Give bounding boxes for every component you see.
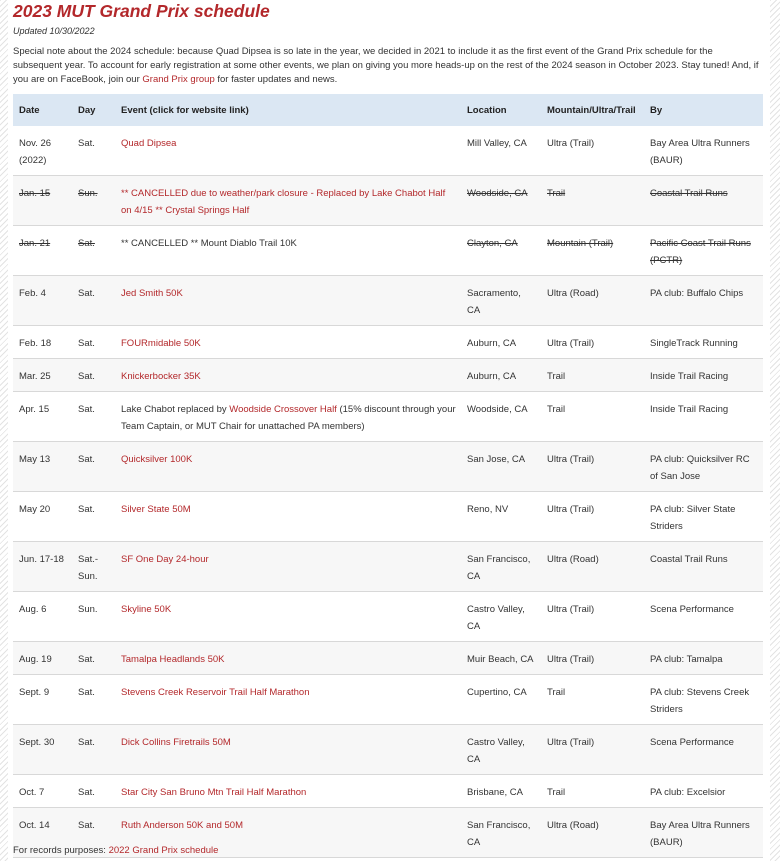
cell-event [115,392,461,442]
table-row [13,126,763,176]
cell-type: Mountain (Trail) [541,226,644,276]
event-link[interactable]: Ruth Anderson 50K and 50M [121,820,244,831]
cell-by: SingleTrack Running [644,326,763,359]
event-link[interactable]: FOURmidable 50K [121,338,201,349]
cell-by: Pacific Coast Trail Runs (PCTR) [644,226,763,276]
cell-by: Scena Performance [644,592,763,642]
cell-location: Woodside, CA [461,176,541,226]
cell-location: San Francisco, CA [461,808,541,858]
event-link[interactable]: Quad Dipsea [121,138,177,149]
grand-prix-group-link[interactable]: Grand Prix group [142,74,215,85]
cell-date: Nov. 26 (2022) [13,126,72,176]
cell-day: Sat. [72,392,115,442]
cell-by: Coastal Trail Runs [644,542,763,592]
cell-event [115,775,461,808]
table-header-row [13,94,763,126]
header-by: By [644,94,763,126]
cell-event [115,442,461,492]
page-title: 2023 MUT Grand Prix schedule [13,1,270,21]
footer [13,845,218,856]
cell-date: Feb. 18 [13,326,72,359]
cell-location: Woodside, CA [461,392,541,442]
event-link[interactable]: Quicksilver 100K [121,454,193,465]
cell-event [115,326,461,359]
footer-text: For records purposes: [13,845,109,856]
updated-date: Updated 10/30/2022 [13,26,95,36]
cell-event [115,542,461,592]
cell-by: PA club: Quicksilver RC of San Jose [644,442,763,492]
event-link[interactable]: ** CANCELLED due to weather/park closure - Replaced by Lake Chabot Half on 4/15 ** Crystal Springs Half [121,188,446,216]
cell-date: Jan. 15 [13,176,72,226]
cell-event [115,176,461,226]
cell-location: Auburn, CA [461,359,541,392]
cell-day: Sat. [72,775,115,808]
schedule-table [13,94,763,858]
event-link[interactable]: Silver State 50M [121,504,191,515]
table-row [13,492,763,542]
header-day: Day [72,94,115,126]
cell-date: Sept. 9 [13,675,72,725]
cell-type: Trail [541,359,644,392]
table-row [13,442,763,492]
cell-day: Sat. [72,226,115,276]
cell-date: Oct. 14 [13,808,72,858]
cell-location: Brisbane, CA [461,775,541,808]
event-link[interactable]: Stevens Creek Reservoir Trail Half Marathon [121,687,310,698]
header-type: Mountain/Ultra/Trail [541,94,644,126]
previous-schedule-link[interactable]: 2022 Grand Prix schedule [108,845,219,856]
cell-day: Sat. [72,725,115,775]
cell-day: Sat. [72,326,115,359]
event-link[interactable]: Dick Collins Firetrails 50M [121,737,231,748]
cell-day: Sat. [72,492,115,542]
cell-event: ** CANCELLED ** Mount Diablo Trail 10K [115,226,461,276]
table-row [13,176,763,226]
cell-location: Clayton, CA [461,226,541,276]
header-date: Date [13,94,72,126]
cell-type: Trail [541,392,644,442]
cell-location: San Jose, CA [461,442,541,492]
cell-location: Mill Valley, CA [461,126,541,176]
event-prefix: Lake Chabot replaced by [121,404,230,415]
left-border-pattern [0,0,8,861]
event-link[interactable]: Jed Smith 50K [121,288,183,299]
table-row [13,675,763,725]
cell-location: Reno, NV [461,492,541,542]
cell-location: Castro Valley, CA [461,592,541,642]
cell-by: PA club: Buffalo Chips [644,276,763,326]
cell-date: Oct. 7 [13,775,72,808]
cell-date: Sept. 30 [13,725,72,775]
header-event: Event (click for website link) [115,94,461,126]
cell-type: Trail [541,775,644,808]
cell-type: Ultra (Road) [541,542,644,592]
cell-day: Sat.-Sun. [72,542,115,592]
cell-by: PA club: Stevens Creek Striders [644,675,763,725]
cell-date: Apr. 15 [13,392,72,442]
event-link[interactable]: Skyline 50K [121,604,172,615]
cell-by: PA club: Excelsior [644,775,763,808]
cell-location: San Francisco, CA [461,542,541,592]
cell-event [115,359,461,392]
cell-type: Trail [541,176,644,226]
cell-type: Ultra (Trail) [541,326,644,359]
table-row [13,642,763,675]
cell-type: Ultra (Trail) [541,592,644,642]
cell-type: Ultra (Trail) [541,642,644,675]
cell-location: Muir Beach, CA [461,642,541,675]
cell-location: Cupertino, CA [461,675,541,725]
cell-event [115,276,461,326]
cell-type: Trail [541,675,644,725]
cell-by: Bay Area Ultra Runners (BAUR) [644,808,763,858]
cell-day: Sat. [72,442,115,492]
cell-type: Ultra (Trail) [541,725,644,775]
cell-date: Aug. 6 [13,592,72,642]
main-content [13,0,763,858]
table-row [13,226,763,276]
cell-by: PA club: Tamalpa [644,642,763,675]
cell-by: Inside Trail Racing [644,359,763,392]
cell-by: Inside Trail Racing [644,392,763,442]
right-border-pattern [770,0,780,861]
table-row [13,725,763,775]
cell-by: Scena Performance [644,725,763,775]
cell-location: Castro Valley, CA [461,725,541,775]
cell-date: Aug. 19 [13,642,72,675]
cell-event [115,675,461,725]
cell-day: Sat. [72,808,115,858]
event-link[interactable]: Star City San Bruno Mtn Trail Half Marathon [121,787,307,798]
table-row [13,592,763,642]
cell-date: May 13 [13,442,72,492]
cell-day: Sat. [72,675,115,725]
cell-day: Sat. [72,642,115,675]
note-text-2: for faster updates and news. [214,74,338,85]
cell-by: Bay Area Ultra Runners (BAUR) [644,126,763,176]
cell-event [115,126,461,176]
cell-by: PA club: Silver State Striders [644,492,763,542]
cell-event [115,592,461,642]
cell-location: Auburn, CA [461,326,541,359]
cell-type: Ultra (Trail) [541,492,644,542]
table-row [13,775,763,808]
table-row [13,359,763,392]
event-link[interactable]: Woodside Crossover Half [229,404,337,415]
cell-location: Sacramento, CA [461,276,541,326]
event-suffix: (15% discount through your Team Captain, or MUT Chair for unattached PA members) [121,404,456,432]
table-row [13,326,763,359]
cell-event [115,492,461,542]
cell-type: Ultra (Road) [541,808,644,858]
special-note [13,45,763,87]
event-link[interactable]: Tamalpa Headlands 50K [121,654,225,665]
cell-date: Jun. 17-18 [13,542,72,592]
cell-event [115,642,461,675]
cell-type: Ultra (Road) [541,276,644,326]
cell-date: Feb. 4 [13,276,72,326]
cell-day: Sat. [72,126,115,176]
table-row [13,542,763,592]
note-text-1: Special note about the 2024 schedule: because Quad Dipsea is so late in the year, we decided in 2021 to include it as the first event of the Grand Prix schedule for the subsequent year. To account for early registration at some other events, we plan on giving you more heads-up on the rest of the 2024 season in October 2023. Stay tuned! And, if you are on FaceBook, join our [13,46,759,85]
cell-date: Mar. 25 [13,359,72,392]
cell-day: Sun. [72,176,115,226]
cell-day: Sat. [72,359,115,392]
table-row [13,276,763,326]
cell-day: Sun. [72,592,115,642]
cell-date: Jan. 21 [13,226,72,276]
cell-date: May 20 [13,492,72,542]
cell-event [115,725,461,775]
cell-by: Coastal Trail Runs [644,176,763,226]
header-location: Location [461,94,541,126]
cell-type: Ultra (Trail) [541,126,644,176]
cell-day: Sat. [72,276,115,326]
event-link[interactable]: Knickerbocker 35K [121,371,201,382]
cell-type: Ultra (Trail) [541,442,644,492]
event-link[interactable]: SF One Day 24-hour [121,554,209,565]
table-row [13,392,763,442]
